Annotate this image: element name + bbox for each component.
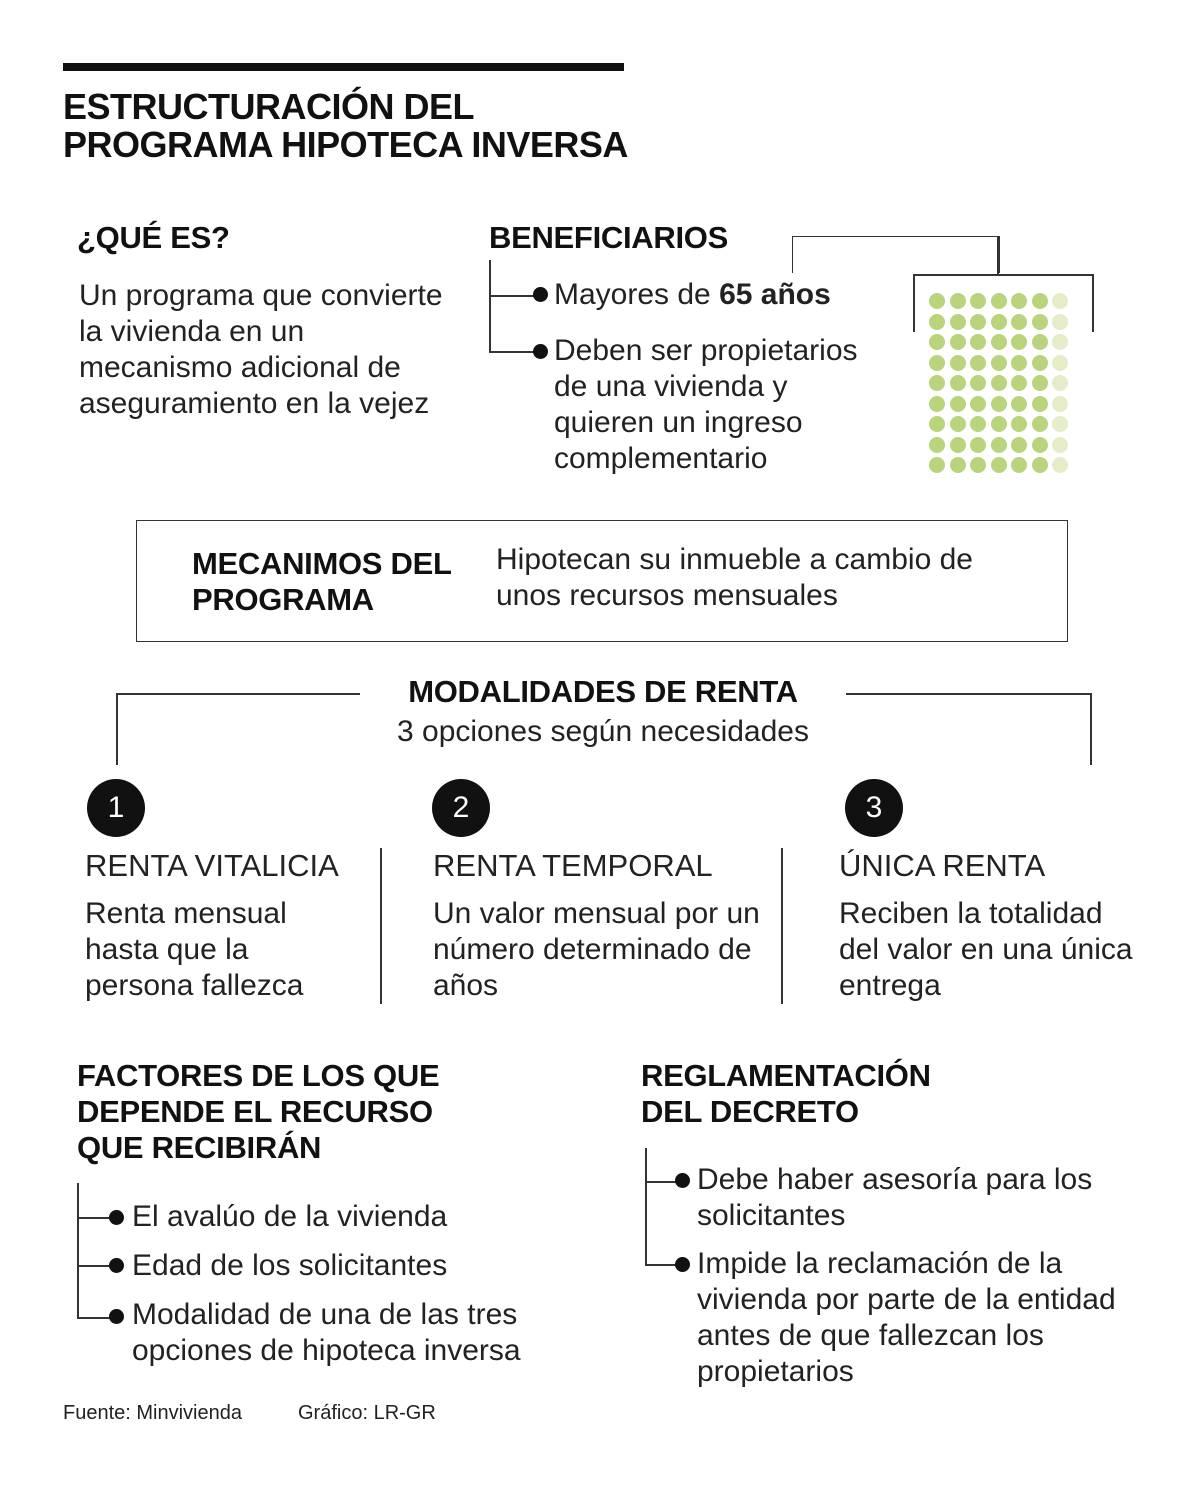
grid-dot <box>1011 334 1027 350</box>
bracket-left-leg <box>913 274 915 332</box>
beneficiarios-heading: BENEFICIARIOS <box>489 220 728 255</box>
grid-dot <box>991 375 1007 391</box>
option-title-3: ÚNICA RENTA <box>839 848 1046 883</box>
bracket-stem <box>997 236 999 274</box>
factores-item-2: Edad de los solicitantes <box>132 1249 448 1282</box>
grid-dot <box>950 314 966 330</box>
source-credit: Fuente: Minvivienda <box>63 1402 242 1424</box>
grid-dot <box>1011 314 1027 330</box>
factores-branch-3 <box>77 1317 113 1319</box>
factores-branch-1 <box>77 1217 113 1219</box>
grid-dot <box>1052 457 1068 473</box>
grid-dot <box>1052 334 1068 350</box>
grid-dot <box>1032 314 1048 330</box>
reglamentacion-heading: REGLAMENTACIÓN DEL DECRETO <box>641 1058 931 1129</box>
grid-dot <box>950 375 966 391</box>
grid-dot <box>970 293 986 309</box>
modalidades-subheading: 3 opciones según necesidades <box>397 715 809 748</box>
bullet-icon <box>533 344 548 359</box>
grid-dot <box>950 416 966 432</box>
grid-dot <box>991 334 1007 350</box>
grid-dot <box>991 457 1007 473</box>
option-number-3: 3 <box>845 779 903 837</box>
reglamentacion-item-2: Impide la reclamación de la vivienda por parte de la entidad antes de que fallezcan los propietarios <box>697 1247 1116 1388</box>
option-number-2: 2 <box>432 779 490 837</box>
title-line-2: PROGRAMA HIPOTECA INVERSA <box>63 124 628 165</box>
bullet-icon <box>109 1309 124 1324</box>
title-rule <box>63 63 624 71</box>
grid-dot <box>1032 396 1048 412</box>
grid-dot <box>950 293 966 309</box>
grid-dot <box>929 314 945 330</box>
grid-dot <box>1052 293 1068 309</box>
grid-dot <box>1011 293 1027 309</box>
grid-dot <box>970 334 986 350</box>
reglamentacion-branch-1 <box>645 1181 679 1183</box>
grid-dot <box>950 355 966 371</box>
option-number-1: 1 <box>87 779 145 837</box>
modalidades-leg-left <box>116 693 118 765</box>
option-divider <box>380 848 382 1004</box>
beneficiarios-branch-2 <box>489 351 537 353</box>
grid-dot <box>991 355 1007 371</box>
grid-dot <box>929 355 945 371</box>
factores-heading: FACTORES DE LOS QUE DEPENDE EL RECURSO QUE RECIBIRÁN <box>77 1058 440 1165</box>
bullet-icon <box>533 287 548 302</box>
grid-dot <box>1052 396 1068 412</box>
grid-dot <box>970 314 986 330</box>
factores-branch-2 <box>77 1265 113 1267</box>
bullet-icon <box>109 1258 124 1273</box>
grid-dot <box>1052 416 1068 432</box>
reglamentacion-branch-2 <box>645 1264 679 1266</box>
graphic-credit: Gráfico: LR-GR <box>298 1402 436 1424</box>
modalidades-rule-left <box>116 693 360 695</box>
grid-dot <box>970 355 986 371</box>
grid-dot <box>1052 437 1068 453</box>
grid-dot <box>1032 293 1048 309</box>
grid-dot <box>970 457 986 473</box>
grid-dot <box>970 416 986 432</box>
modalidades-leg-right <box>1090 693 1092 765</box>
grid-dot <box>929 457 945 473</box>
grid-dot <box>1052 355 1068 371</box>
beneficiarios-branch-1 <box>489 295 537 297</box>
option-text-1: Renta mensual hasta que la persona fallezca <box>85 897 304 1002</box>
grid-dot <box>929 293 945 309</box>
grid-dot <box>1011 355 1027 371</box>
bullet-icon <box>675 1173 690 1188</box>
option-text-2: Un valor mensual por un número determinado de años <box>433 897 760 1002</box>
grid-dot <box>970 396 986 412</box>
grid-dot <box>929 396 945 412</box>
factores-item-3: Modalidad de una de las tres opciones de hipoteca inversa <box>132 1298 521 1367</box>
beneficiarios-item-1: Mayores de 65 años <box>554 278 831 311</box>
grid-dot <box>950 437 966 453</box>
grid-dot <box>1032 437 1048 453</box>
grid-dot <box>991 416 1007 432</box>
grid-dot <box>1032 416 1048 432</box>
que-es-text: Un programa que convierte la vivienda en un mecanismo adicional de aseguramiento en la vejez <box>79 279 443 420</box>
bracket-top <box>792 236 1000 273</box>
grid-dot <box>1011 375 1027 391</box>
grid-dot <box>950 457 966 473</box>
grid-dot <box>1011 437 1027 453</box>
grid-dot <box>1052 314 1068 330</box>
title-line-1: ESTRUCTURACIÓN DEL <box>63 86 474 127</box>
grid-dot <box>991 396 1007 412</box>
grid-dot <box>1011 416 1027 432</box>
page-title <box>63 88 703 164</box>
grid-dot <box>991 437 1007 453</box>
bullet-icon <box>675 1257 690 1272</box>
grid-dot <box>991 314 1007 330</box>
option-divider <box>781 848 783 1004</box>
bullet-icon <box>109 1210 124 1225</box>
bracket-right-leg <box>1092 274 1094 332</box>
reglamentacion-item-1: Debe haber asesoría para los solicitantes <box>697 1163 1093 1232</box>
grid-dot <box>970 375 986 391</box>
beneficiarios-connector <box>489 260 491 352</box>
option-title-2: RENTA TEMPORAL <box>433 848 713 883</box>
reglamentacion-connector <box>645 1148 647 1265</box>
option-title-1: RENTA VITALICIA <box>85 848 339 883</box>
grid-dot <box>929 375 945 391</box>
grid-dot <box>970 437 986 453</box>
grid-dot <box>1032 457 1048 473</box>
grid-dot <box>1032 334 1048 350</box>
grid-dot <box>929 416 945 432</box>
grid-dot <box>1032 355 1048 371</box>
grid-dot <box>929 437 945 453</box>
bracket-horizontal <box>913 274 1093 276</box>
grid-dot <box>929 334 945 350</box>
grid-dot <box>1052 375 1068 391</box>
mecanismos-text: Hipotecan su inmueble a cambio de unos recursos mensuales <box>496 543 973 612</box>
option-text-3: Reciben la totalidad del valor en una única entrega <box>839 897 1133 1002</box>
factores-connector <box>77 1183 79 1318</box>
grid-dot <box>950 396 966 412</box>
grid-dot <box>1011 457 1027 473</box>
grid-dot <box>991 293 1007 309</box>
modalidades-heading: MODALIDADES DE RENTA <box>408 674 798 709</box>
factores-item-1: El avalúo de la vivienda <box>132 1200 448 1233</box>
grid-dot <box>950 334 966 350</box>
que-es-heading: ¿QUÉ ES? <box>77 220 230 255</box>
grid-dot <box>1032 375 1048 391</box>
mecanismos-heading: MECANIMOS DEL PROGRAMA <box>192 546 452 617</box>
beneficiarios-item-2: Deben ser propietarios de una vivienda y quieren un ingreso complementario <box>554 334 858 475</box>
modalidades-rule-right <box>846 693 1091 695</box>
grid-dot <box>1011 396 1027 412</box>
